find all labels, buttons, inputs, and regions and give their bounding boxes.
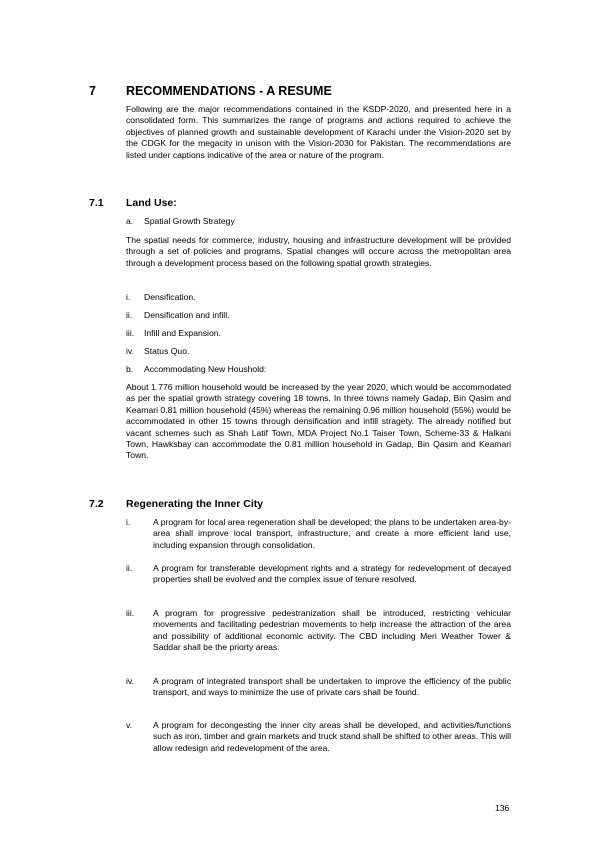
section-number: 7 <box>89 84 96 98</box>
subsection-title: Regenerating the Inner City <box>126 498 264 510</box>
section-title: RECOMMENDATIONS - A RESUME <box>126 84 332 98</box>
intro-paragraph: Following are the major recommendations contained in the KSDP-2020, and presented here in a consolidated form. This summarizes the range of programs and actions required to achieve the objectives of planned growth and sustainable development of Karachi under the Vision-2020 set by the CDGK for the megacity in unison with the Vision-2030 for Pakistan. The recommendations are listed under captions indicative of the area or nature of the program. <box>126 104 511 160</box>
document-page: 7 RECOMMENDATIONS - A RESUME Following are the major recommendations contained in the KSDP-2020, and presented here in a consolidated form. This summarizes the range of programs and actions required to achieve the objectives of planned growth and sustainable development of Karachi under the Vision-2020 set by the CDGK for the megacity in unison with the Vision-2030 for Pakistan. The recommendations are listed under captions indicative of the area or nature of the program. 7.1 Land Use: a. Spatial Growth Strategy The spatial needs for commerce, industry, housing and infrastructure development will be provided through a set of policies and programs. Spatial changes will occure across the metropolitan area through a development process based on the following spatial growth strategies. i. Densification. ii. Densification and infill. iii. Infill and Expansion. iv. Status Quo. b. Accommodating New Houshold: About 1.776 million household would be increased by the year 2020, which would be accommodated as per the spatial growth strategy covering 18 towns. In three towns namely Gadap, Bin Qasim and Keamari 0.81 million household (45%) whereas the remaining 0.96 million household (55%) would be accommodated in other 15 towns through densification and infill stragety. The already notified but vacant schemes such as Shah Latif Town, MDA Project No.1 Taiser Town, Scheme-33 & Halkani Town, Hawksbay can accommodate the 0.81 million household in Gadap, Bin Qasim and Keamari Town. 7.2 Regenerating the Inner City i. A program for local area regeneration shall be developed; the plans to be undertaken area-by-area shall improve local transport, infrastructure, and create a more efficient land use, including expansion through consolidation. ii. A program for transferable development rights and a strategy for redevelopment of decayed properties shall be evolved and the complex issue of tenure resolved. iii. A program for progressive pedestranization shall be introduced, restricting vehicular movements and facilitating pedestrian movements to help increase the attraction of the area and possibility of additional economic activity. The CBD including Meri Weather Tower & Saddar shall be the priorty areas. iv. A program of integrated transport shall be undertaken to improve the efficiency of the public transport, and ways to minimize the use of private cars shall be found. v. A program for decongesting the inner city areas shall be developed, and activities/functions such as iron, timber and grain markets and truck stand shall be shifted to other areas. This will allow redesign and redevelopment of the area. 136 <box>89 84 511 813</box>
household-paragraph: About 1.776 million household would be increased by the year 2020, which would be accommodated as per the spatial growth strategy covering 18 towns. In three towns namely Gadap, Bin Qasim and Keamari 0.81 million household (45%) whereas the remaining 0.96 million household (55%) would be accommodated in other 15 towns through densification and infill stragety. The already notified but vacant schemes such as Shah Latif Town, MDA Project No.1 Taiser Town, Scheme-33 & Halkani Town, Hawksbay can accommodate the 0.81 million household in Gadap, Bin Qasim and Keamari Town. <box>126 382 511 461</box>
subsection-number: 7.2 <box>89 498 104 510</box>
page-number: 136 <box>495 803 510 813</box>
spatial-paragraph: The spatial needs for commerce, industry, housing and infrastructure development will be provided through a set of policies and programs. Spatial changes will occure across the metropolitan area through a development process based on the following spatial growth strategies. <box>126 235 511 268</box>
subsection-title: Land Use: <box>126 197 177 209</box>
subsection-number: 7.1 <box>89 197 104 209</box>
